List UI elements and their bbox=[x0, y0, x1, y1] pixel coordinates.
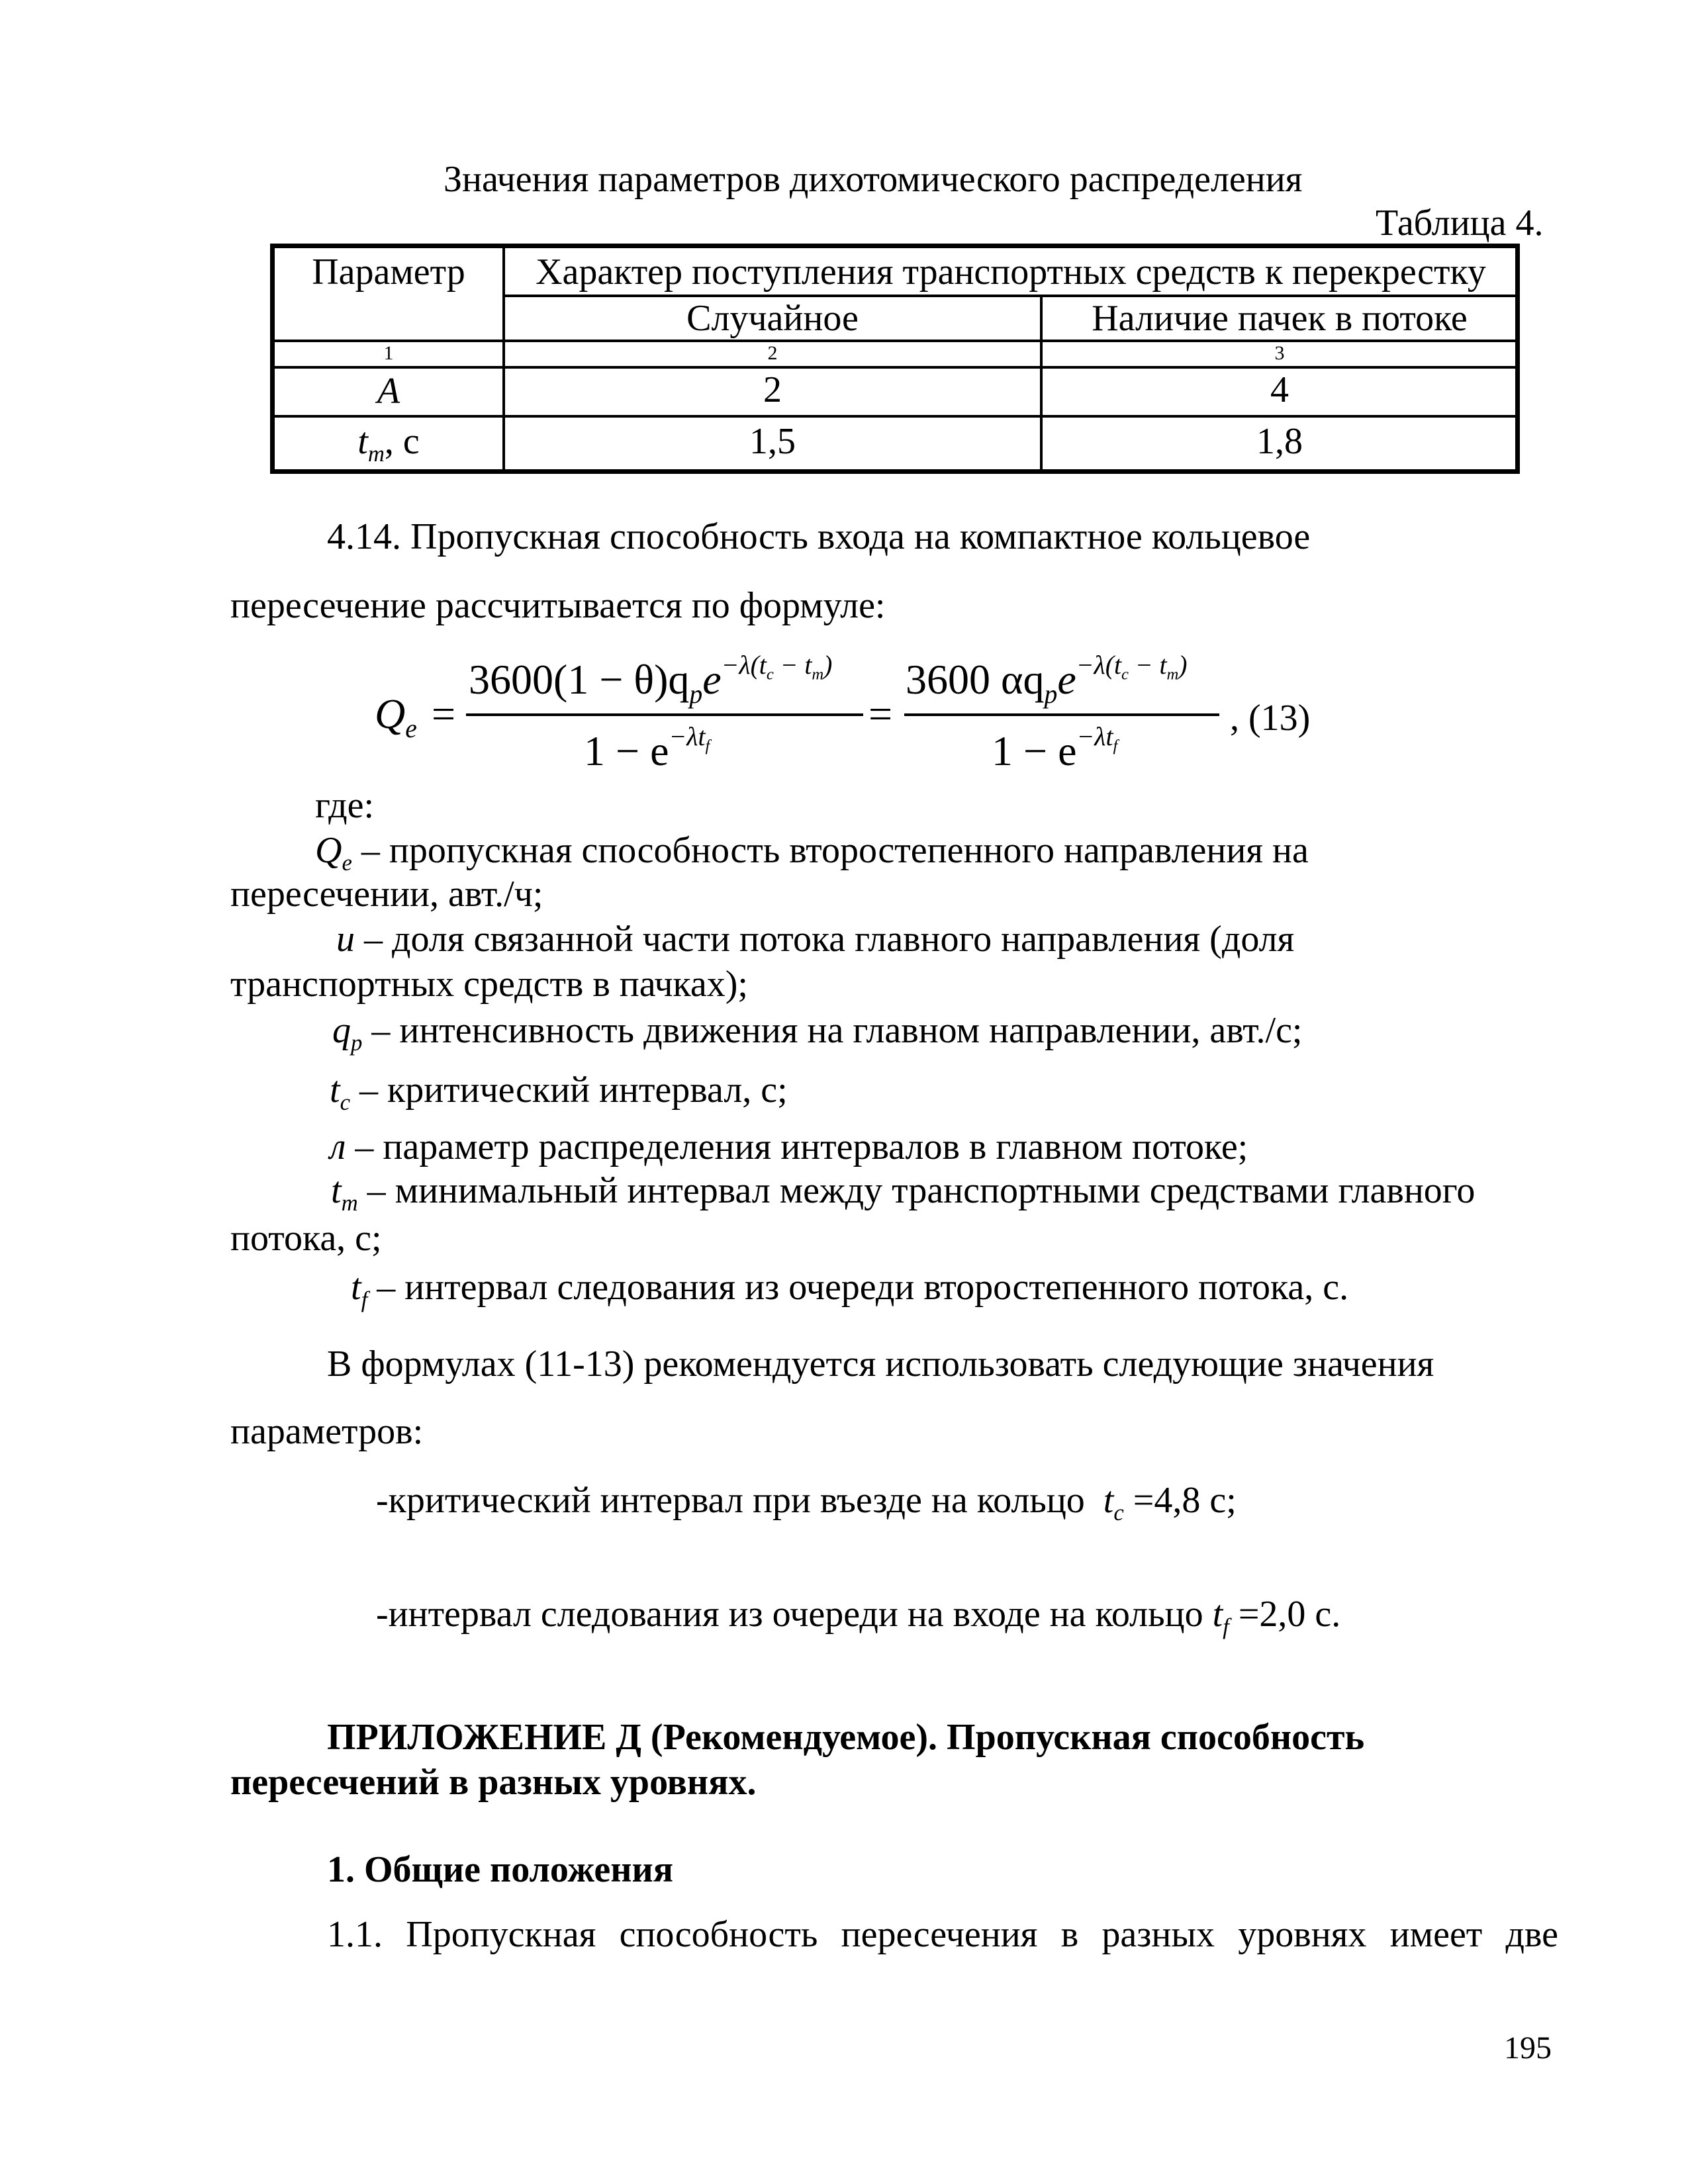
paragraph-4-14-line2: пересечение рассчитывается по формуле: bbox=[230, 585, 886, 626]
header-packs: Наличие пачек в потоке bbox=[1092, 298, 1468, 339]
formula-numerator-1: $3600(1 - \theta)q_pe^{-\lambda(t_c - t_m)}$ bbox=[469, 651, 833, 709]
row-a-param: A bbox=[377, 371, 400, 412]
where-label: где: bbox=[315, 785, 375, 826]
formula-numerator-2: 3600 $\alpha q_pe^{-\lambda(t_c - t_m)}$ bbox=[906, 651, 1188, 709]
parameter-table bbox=[270, 244, 1520, 474]
fraction-bar-2 bbox=[904, 713, 1219, 716]
bullet-follow-interval: -интервал следования из очереди на входе на кольцо $t_f =2,0$ с. bbox=[376, 1594, 1341, 1640]
row-tm-random: 1,5 bbox=[749, 421, 796, 462]
column-number: 3 bbox=[1274, 342, 1285, 364]
table-title: Значения параметров дихотомического распределения bbox=[444, 159, 1303, 200]
formula-eq2: = bbox=[868, 690, 893, 737]
def-qe: $Q_e$ – пропускная способность второстепенного направления на bbox=[315, 830, 1309, 876]
bullet-critical-interval: -критический интервал при въезде на кольцо $t_c =4,8$ с; bbox=[376, 1480, 1237, 1526]
row-tm-param bbox=[275, 421, 502, 467]
appendix-heading-line2: пересечений в разных уровнях. bbox=[230, 1762, 757, 1803]
formula-number: , (13) bbox=[1230, 698, 1311, 739]
table-divider bbox=[275, 415, 1517, 418]
def-u: и – доля связанной части потока главного направления (доля bbox=[336, 919, 1295, 960]
def-lambda: л – параметр распределения интервалов в главном потоке; bbox=[330, 1126, 1248, 1167]
table-divider bbox=[275, 340, 1517, 342]
section-heading: 1. Общие положения bbox=[327, 1849, 674, 1890]
fraction-bar-1 bbox=[466, 713, 863, 716]
column-number: 2 bbox=[767, 342, 778, 364]
table-divider bbox=[502, 295, 1517, 297]
def-qp: $q_p$ – интенсивность движения на главном направлении, авт./с; bbox=[332, 1010, 1303, 1056]
paragraph-1-1: 1.1. Пропускная способность пересечения в разных уровнях имеет две bbox=[327, 1914, 1558, 1955]
def-tm-cont: потока, с; bbox=[230, 1218, 382, 1259]
def-qe-cont: пересечении, авт./ч; bbox=[230, 874, 543, 915]
column-number: 1 bbox=[383, 342, 394, 364]
table-label: Таблица 4. bbox=[1376, 203, 1544, 244]
tm-subscript: m bbox=[367, 441, 385, 467]
header-random: Случайное bbox=[686, 298, 859, 339]
header-arrival-character: Характер поступления транспортных средств к перекрестку bbox=[536, 251, 1486, 293]
row-a-random: 2 bbox=[763, 369, 782, 410]
appendix-heading-line1: ПРИЛОЖЕНИЕ Д (Рекомендуемое). Пропускная способность bbox=[327, 1717, 1365, 1758]
paragraph-recommend-line1: В формулах (11-13) рекомендуется использовать следующие значения bbox=[327, 1343, 1434, 1385]
header-parameter: Параметр bbox=[312, 251, 465, 293]
row-a-packs: 4 bbox=[1270, 369, 1289, 410]
tm-unit: , с bbox=[384, 421, 420, 462]
tm-symbol: t bbox=[357, 421, 368, 462]
table-divider bbox=[275, 366, 1517, 369]
formula-eq1: = bbox=[432, 690, 456, 737]
formula-lhs: $Q_e$ bbox=[375, 690, 417, 743]
formula-denominator-2: $1 - e^{-\lambda t_f}$ bbox=[992, 722, 1118, 774]
row-tm-packs: 1,8 bbox=[1256, 421, 1303, 462]
def-tc: $t_c$ – критический интервал, с; bbox=[330, 1069, 788, 1116]
def-tf: $t_f$ – интервал следования из очереди второстепенного потока, с. bbox=[351, 1267, 1349, 1313]
page-number: 195 bbox=[1504, 2030, 1552, 2066]
paragraph-recommend-line2: параметров: bbox=[230, 1411, 424, 1452]
def-u-cont: транспортных средств в пачках); bbox=[230, 964, 748, 1005]
def-tm: $t_m$ – минимальный интервал между транспортными средствами главного bbox=[331, 1170, 1476, 1216]
paragraph-4-14-line1: 4.14. Пропускная способность входа на компактное кольцевое bbox=[327, 516, 1311, 557]
formula-denominator-1: $1 - e^{-\lambda t_f}$ bbox=[584, 722, 710, 774]
